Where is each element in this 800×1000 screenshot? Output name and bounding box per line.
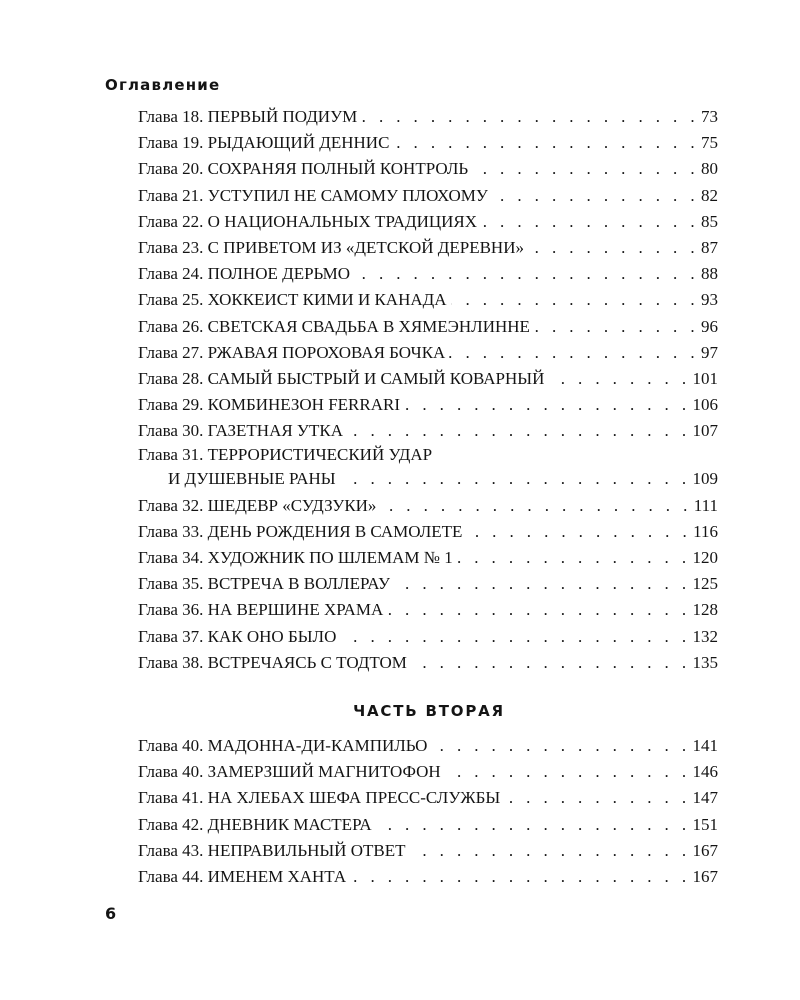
dot-leader (472, 156, 699, 182)
running-head: Оглавление (105, 76, 221, 94)
toc-entry-title: Глава 24. ПОЛНОЕ ДЕРЬМО (138, 264, 351, 284)
toc-entry (138, 812, 718, 838)
dot-leader (466, 519, 691, 545)
toc-entry-page: 96 (701, 316, 718, 336)
toc-entry-title: Глава 37. КАК ОНО БЫЛО (138, 626, 337, 646)
dot-leader (354, 261, 699, 287)
dot-leader (492, 183, 699, 209)
dot-leader (380, 493, 691, 519)
toc-entry (138, 104, 718, 130)
dot-leader (504, 785, 690, 811)
toc-entry (138, 183, 718, 209)
dot-leader (411, 650, 691, 676)
toc-entry (138, 235, 718, 261)
toc-entry-page: 116 (693, 521, 718, 541)
toc-entry-page: 109 (692, 469, 718, 489)
toc-entry-page: 75 (701, 133, 718, 153)
dot-leader (394, 571, 690, 597)
toc-entry (138, 759, 718, 785)
toc-entry-page: 141 (692, 736, 718, 755)
toc-entry-page: 88 (701, 264, 718, 284)
toc-entry-title: Глава 40. МАДОННА-ДИ-КАМПИЛЬО (138, 736, 428, 755)
toc-entry (138, 366, 718, 392)
dot-leader (445, 759, 691, 785)
toc-entry (138, 733, 718, 759)
toc-entry-title: Глава 20. СОХРАНЯЯ ПОЛНЫЙ КОНТРОЛЬ (138, 159, 469, 179)
toc-entry-title: Глава 23. С ПРИВЕТОМ ИЗ «ДЕТСКОЙ ДЕРЕВНИ» (138, 237, 524, 257)
toc-entry (138, 571, 718, 597)
toc-entry-title: Глава 25. ХОККЕИСТ КИМИ И КАНАДА (138, 290, 447, 310)
toc-entry-page: 167 (692, 840, 718, 860)
toc-entry-title: Глава 31. ТЕРРОРИСТИЧЕСКИЙ УДАР (138, 445, 433, 465)
toc-entry-page: 106 (692, 395, 718, 415)
dot-leader (340, 466, 691, 492)
toc-entry (138, 209, 718, 235)
toc-entry-title: Глава 40. ЗАМЕРЗШИЙ МАГНИТОФОН (138, 762, 441, 782)
dot-leader (361, 104, 699, 130)
toc-entry (138, 130, 718, 156)
toc-entry-page: 132 (692, 626, 718, 646)
dot-leader (340, 624, 690, 650)
dot-leader (481, 209, 699, 235)
toc-entry-page: 135 (692, 652, 718, 672)
part-two-heading: ЧАСТЬ ВТОРАЯ (353, 702, 505, 720)
toc-entry-page: 128 (692, 600, 718, 620)
dot-leader (431, 733, 690, 759)
toc-entry-title: Глава 30. ГАЗЕТНАЯ УТКА (138, 421, 343, 441)
toc-entry (138, 392, 718, 418)
toc-entry-title: Глава 42. ДНЕВНИК МАСТЕРА (138, 814, 372, 834)
toc-entry-title: Глава 44. ИМЕНЕМ ХАНТА (138, 866, 347, 886)
toc-part-two (138, 733, 718, 890)
toc-entry-title: Глава 27. РЖАВАЯ ПОРОХОВАЯ БОЧКА (138, 342, 446, 362)
toc-entry-title: Глава 38. ВСТРЕЧАЯСЬ С ТОДТОМ (138, 652, 407, 672)
toc-part-one (138, 104, 718, 676)
dot-leader (449, 340, 699, 366)
dot-leader (347, 418, 691, 444)
toc-entry (138, 519, 718, 545)
toc-entry-title: Глава 18. ПЕРВЫЙ ПОДИУМ (138, 107, 358, 126)
toc-entry-page: 97 (701, 342, 718, 362)
toc-entry-title: Глава 43. НЕПРАВИЛЬНЫЙ ОТВЕТ (138, 840, 406, 860)
toc-entry (138, 785, 718, 811)
toc-entry-page: 167 (692, 866, 718, 886)
dot-leader (409, 838, 690, 864)
dot-leader (376, 812, 691, 838)
dot-leader (451, 287, 699, 313)
toc-entry (138, 493, 718, 519)
toc-entry-title: Глава 35. ВСТРЕЧА В ВОЛЛЕРАУ (138, 574, 391, 594)
toc-entry-title: Глава 21. УСТУПИЛ НЕ САМОМУ ПЛОХОМУ (138, 185, 488, 205)
toc-entry-page: 85 (701, 211, 718, 231)
toc-entry (138, 287, 718, 313)
toc-entry-title: Глава 26. СВЕТСКАЯ СВАДЬБА В ХЯМЕЭНЛИННЕ (138, 316, 530, 336)
toc-entry (138, 650, 718, 676)
toc-entry (138, 838, 718, 864)
toc-entry-page: 111 (693, 495, 718, 515)
dot-leader (393, 130, 699, 156)
toc-entry-title: Глава 19. РЫДАЮЩИЙ ДЕННИС (138, 133, 390, 153)
toc-entry-page: 80 (701, 159, 718, 179)
toc-entry (138, 314, 718, 340)
toc-entry (138, 864, 718, 890)
dot-leader (404, 392, 690, 418)
dot-leader (534, 314, 699, 340)
toc-entry-title-continuation: И ДУШЕВНЫЕ РАНЫ (168, 469, 336, 489)
toc-entry-page: 125 (692, 574, 718, 594)
toc-entry (138, 418, 718, 444)
toc-entry-page: 101 (692, 368, 718, 388)
toc-entry-title: Глава 34. ХУДОЖНИК ПО ШЛЕМАМ № 1 (138, 548, 453, 567)
toc-entry-page: 107 (692, 421, 718, 441)
toc-entry-page: 151 (692, 814, 718, 834)
toc-entry-title: Глава 22. О НАЦИОНАЛЬНЫХ ТРАДИЦИЯХ (138, 211, 478, 231)
toc-entry (138, 444, 718, 492)
page-number: 6 (105, 904, 117, 923)
toc-entry (138, 340, 718, 366)
toc-entry-page: 147 (692, 788, 718, 808)
toc-entry-page: 120 (692, 548, 718, 567)
toc-entry (138, 261, 718, 287)
toc-entry (138, 624, 718, 650)
toc-entry (138, 545, 718, 571)
toc-entry-title: Глава 33. ДЕНЬ РОЖДЕНИЯ В САМОЛЕТЕ (138, 521, 463, 541)
toc-entry (138, 597, 718, 623)
toc-entry-title: Глава 28. САМЫЙ БЫСТРЫЙ И САМЫЙ КОВАРНЫЙ (138, 368, 545, 388)
toc-entry-page: 146 (692, 762, 718, 782)
dot-leader (387, 597, 690, 623)
toc-entry-title: Глава 32. ШЕДЕВР «СУДЗУКИ» (138, 495, 377, 515)
toc-entry-page: 73 (701, 107, 718, 126)
dot-leader (457, 545, 691, 571)
toc-entry-title: Глава 36. НА ВЕРШИНЕ ХРАМА (138, 600, 384, 620)
dot-leader (350, 864, 690, 890)
toc-entry-page: 82 (701, 185, 718, 205)
toc-entry-page: 93 (701, 290, 718, 310)
toc-entry-title: Глава 41. НА ХЛЕБАХ ШЕФА ПРЕСС-СЛУЖБЫ (138, 788, 501, 808)
dot-leader (548, 366, 690, 392)
toc-entry-title: Глава 29. КОМБИНЕЗОН FERRARI (138, 395, 401, 415)
toc-entry (138, 156, 718, 182)
dot-leader (528, 235, 699, 261)
toc-entry-page: 87 (701, 237, 718, 257)
